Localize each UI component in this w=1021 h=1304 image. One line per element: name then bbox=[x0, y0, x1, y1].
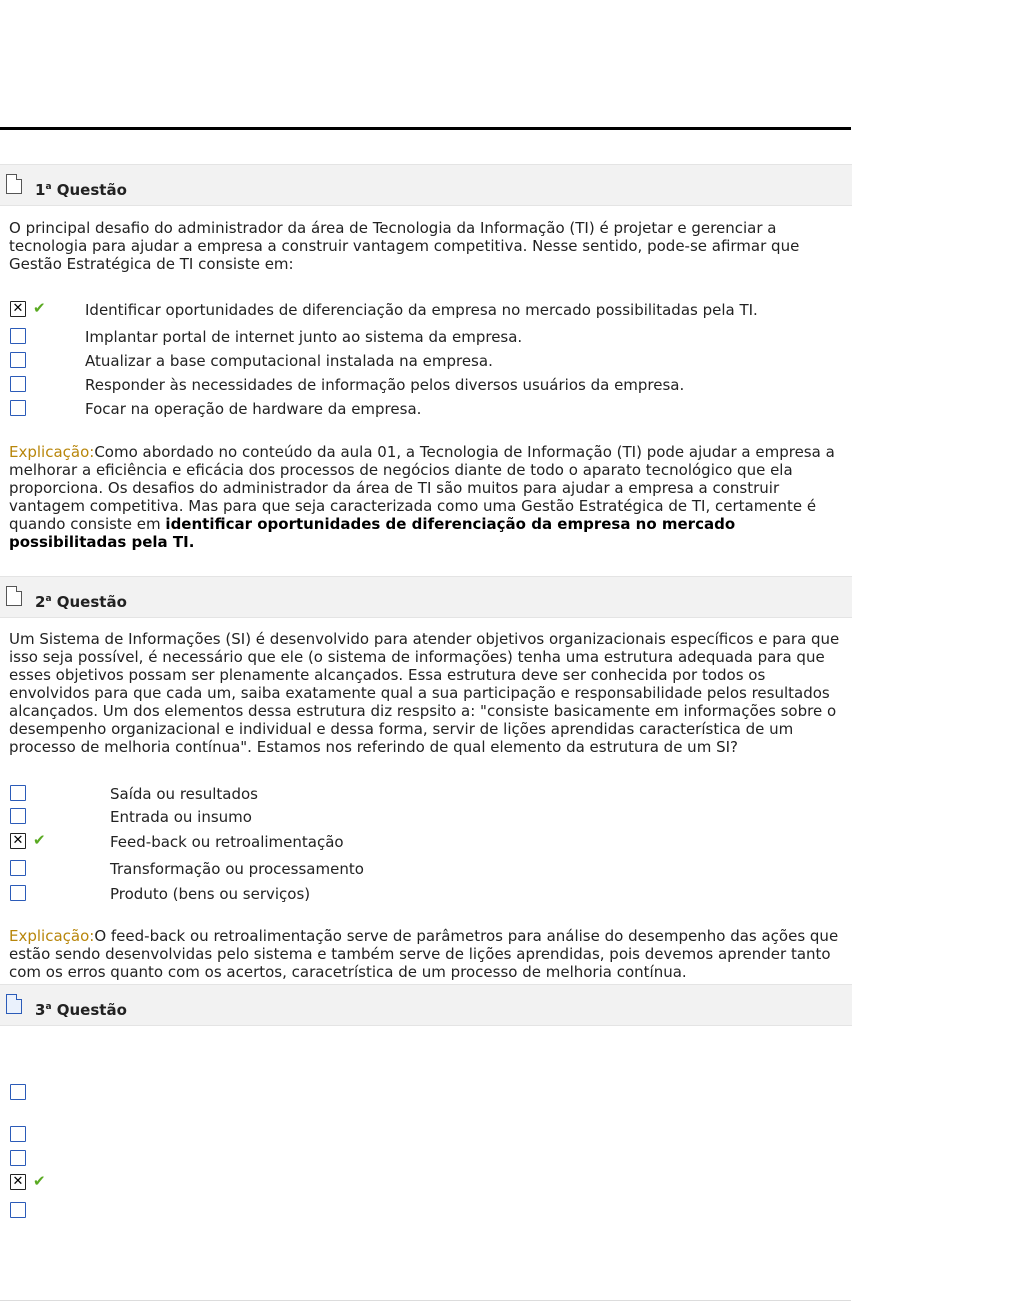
question-1-option-5[interactable] bbox=[0, 398, 850, 420]
document-icon bbox=[6, 174, 22, 194]
question-2-option-5[interactable] bbox=[0, 883, 850, 905]
option-label: Produto (bens ou serviços) bbox=[110, 885, 311, 903]
question-2-option-3[interactable] bbox=[0, 831, 850, 853]
checkbox-icon[interactable] bbox=[10, 352, 26, 368]
explanation-answer: identificar oportunidades de diferenciação da empresa no mercado possibilitadas pela TI. bbox=[9, 515, 736, 551]
question-1-explanation bbox=[9, 443, 844, 551]
question-3-option-1[interactable] bbox=[0, 1082, 850, 1104]
question-3-header bbox=[0, 984, 852, 1026]
checkbox-icon[interactable] bbox=[10, 808, 26, 824]
checkbox-icon[interactable] bbox=[10, 1202, 26, 1218]
option-label: Saída ou resultados bbox=[110, 785, 258, 803]
question-2-option-2[interactable] bbox=[0, 806, 850, 828]
question-2-title: 2$^a$ Questão bbox=[35, 593, 127, 611]
checkbox-icon[interactable] bbox=[10, 885, 26, 901]
bottom-divider bbox=[0, 1300, 851, 1301]
checkbox-icon[interactable] bbox=[10, 1150, 26, 1166]
checkbox-icon[interactable] bbox=[10, 376, 26, 392]
checkbox-icon[interactable] bbox=[10, 1126, 26, 1142]
question-2-option-1[interactable] bbox=[0, 783, 850, 805]
question-1-text: O principal desafio do administrador da área de Tecnologia da Informação (TI) é projetar e gerenciar a tecnologia para ajudar a empresa a construir vantagem competitiva. Nesse sentido, pode-se afirmar que Gestão Estratégica de TI consiste em: bbox=[9, 219, 800, 273]
checkbox-icon[interactable] bbox=[10, 328, 26, 344]
explanation-label: Explicação: bbox=[9, 927, 95, 945]
checkbox-icon[interactable] bbox=[10, 400, 26, 416]
explanation-text: O feed-back ou retroalimentação serve de parâmetros para análise do desempenho das ações que estão sendo desenvolvidas pelo sistema e também serve de lições aprendidas, pois devemos aprender tanto com os erros quanto com os acertos, caracetrística de um processo de melhoria contínua. bbox=[9, 927, 839, 981]
question-2-text: Um Sistema de Informações (SI) é desenvolvido para atender objetivos organizacionais específicos e para que isso seja possível, é necessário que ele (o sistema de informações) tenha uma estrutura adequada para que esses objetivos possam ser plenamente alcançados. Essa estrutura deve ser conhecida por todos os envolvidos para que cada um, saiba exatamente qual a sua participação e responsabilidade pelos resultados alcançados. Um dos elementos dessa estrutura diz respsito a: "consiste basicamente em informações sobre o desempenho organizacional e individual e dessa forma, servir de lições aprendidas característica de um processo de melhoria contínua". Estamos nos referindo de qual elemento da estrutura de um SI? bbox=[9, 630, 840, 756]
question-2-option-4[interactable] bbox=[0, 858, 850, 880]
explanation-text: Como abordado no conteúdo da aula 01, a Tecnologia de Informação (TI) pode ajudar a empresa a melhorar a eficiência e eficácia dos processos de negócios diante de todo o aparato tecnológico que ela proporciona. Os desafios do administrador da área de TI são muitos para ajudar a empresa a construir vantagem competitiva. Mas para que seja caracterizada como uma Gestão Estratégica de TI, certamente é quando consiste em bbox=[9, 443, 835, 533]
question-1-option-1[interactable] bbox=[0, 299, 850, 321]
option-label: Focar na operação de hardware da empresa. bbox=[85, 400, 422, 418]
option-label: Feed-back ou retroalimentação bbox=[110, 833, 344, 851]
document-icon bbox=[6, 586, 22, 606]
question-3-option-2[interactable] bbox=[0, 1124, 850, 1146]
top-divider bbox=[0, 127, 851, 130]
option-label: Atualizar a base computacional instalada na empresa. bbox=[85, 352, 493, 370]
checked-checkbox-icon[interactable]: ✕ bbox=[10, 833, 26, 849]
question-3-option-5[interactable] bbox=[0, 1200, 850, 1222]
question-1-option-2[interactable] bbox=[0, 326, 850, 348]
document-icon bbox=[6, 994, 22, 1014]
option-label: Identificar oportunidades de diferenciação da empresa no mercado possibilitadas pela TI. bbox=[85, 301, 758, 319]
correct-check-icon: ✔ bbox=[33, 1172, 46, 1190]
question-1-option-3[interactable] bbox=[0, 350, 850, 372]
correct-check-icon: ✔ bbox=[33, 831, 46, 849]
checked-checkbox-icon[interactable]: ✕ bbox=[10, 1174, 26, 1190]
question-3-title: 3$^a$ Questão bbox=[35, 1001, 127, 1019]
checked-checkbox-icon[interactable]: ✕ bbox=[10, 301, 26, 317]
question-3-option-3[interactable] bbox=[0, 1148, 850, 1170]
option-label: Entrada ou insumo bbox=[110, 808, 252, 826]
question-1-option-4[interactable] bbox=[0, 374, 850, 396]
correct-check-icon: ✔ bbox=[33, 299, 46, 317]
explanation-label: Explicação: bbox=[9, 443, 95, 461]
question-2-header bbox=[0, 576, 852, 618]
checkbox-icon[interactable] bbox=[10, 860, 26, 876]
option-label: Implantar portal de internet junto ao sistema da empresa. bbox=[85, 328, 523, 346]
question-2-explanation bbox=[9, 927, 844, 981]
checkbox-icon[interactable] bbox=[10, 1084, 26, 1100]
question-1-header bbox=[0, 164, 852, 206]
option-label: Transformação ou processamento bbox=[110, 860, 364, 878]
option-label: Responder às necessidades de informação pelos diversos usuários da empresa. bbox=[85, 376, 685, 394]
question-1-title: 1$^a$ Questão bbox=[35, 181, 127, 199]
checkbox-icon[interactable] bbox=[10, 785, 26, 801]
question-3-option-4[interactable] bbox=[0, 1172, 850, 1194]
